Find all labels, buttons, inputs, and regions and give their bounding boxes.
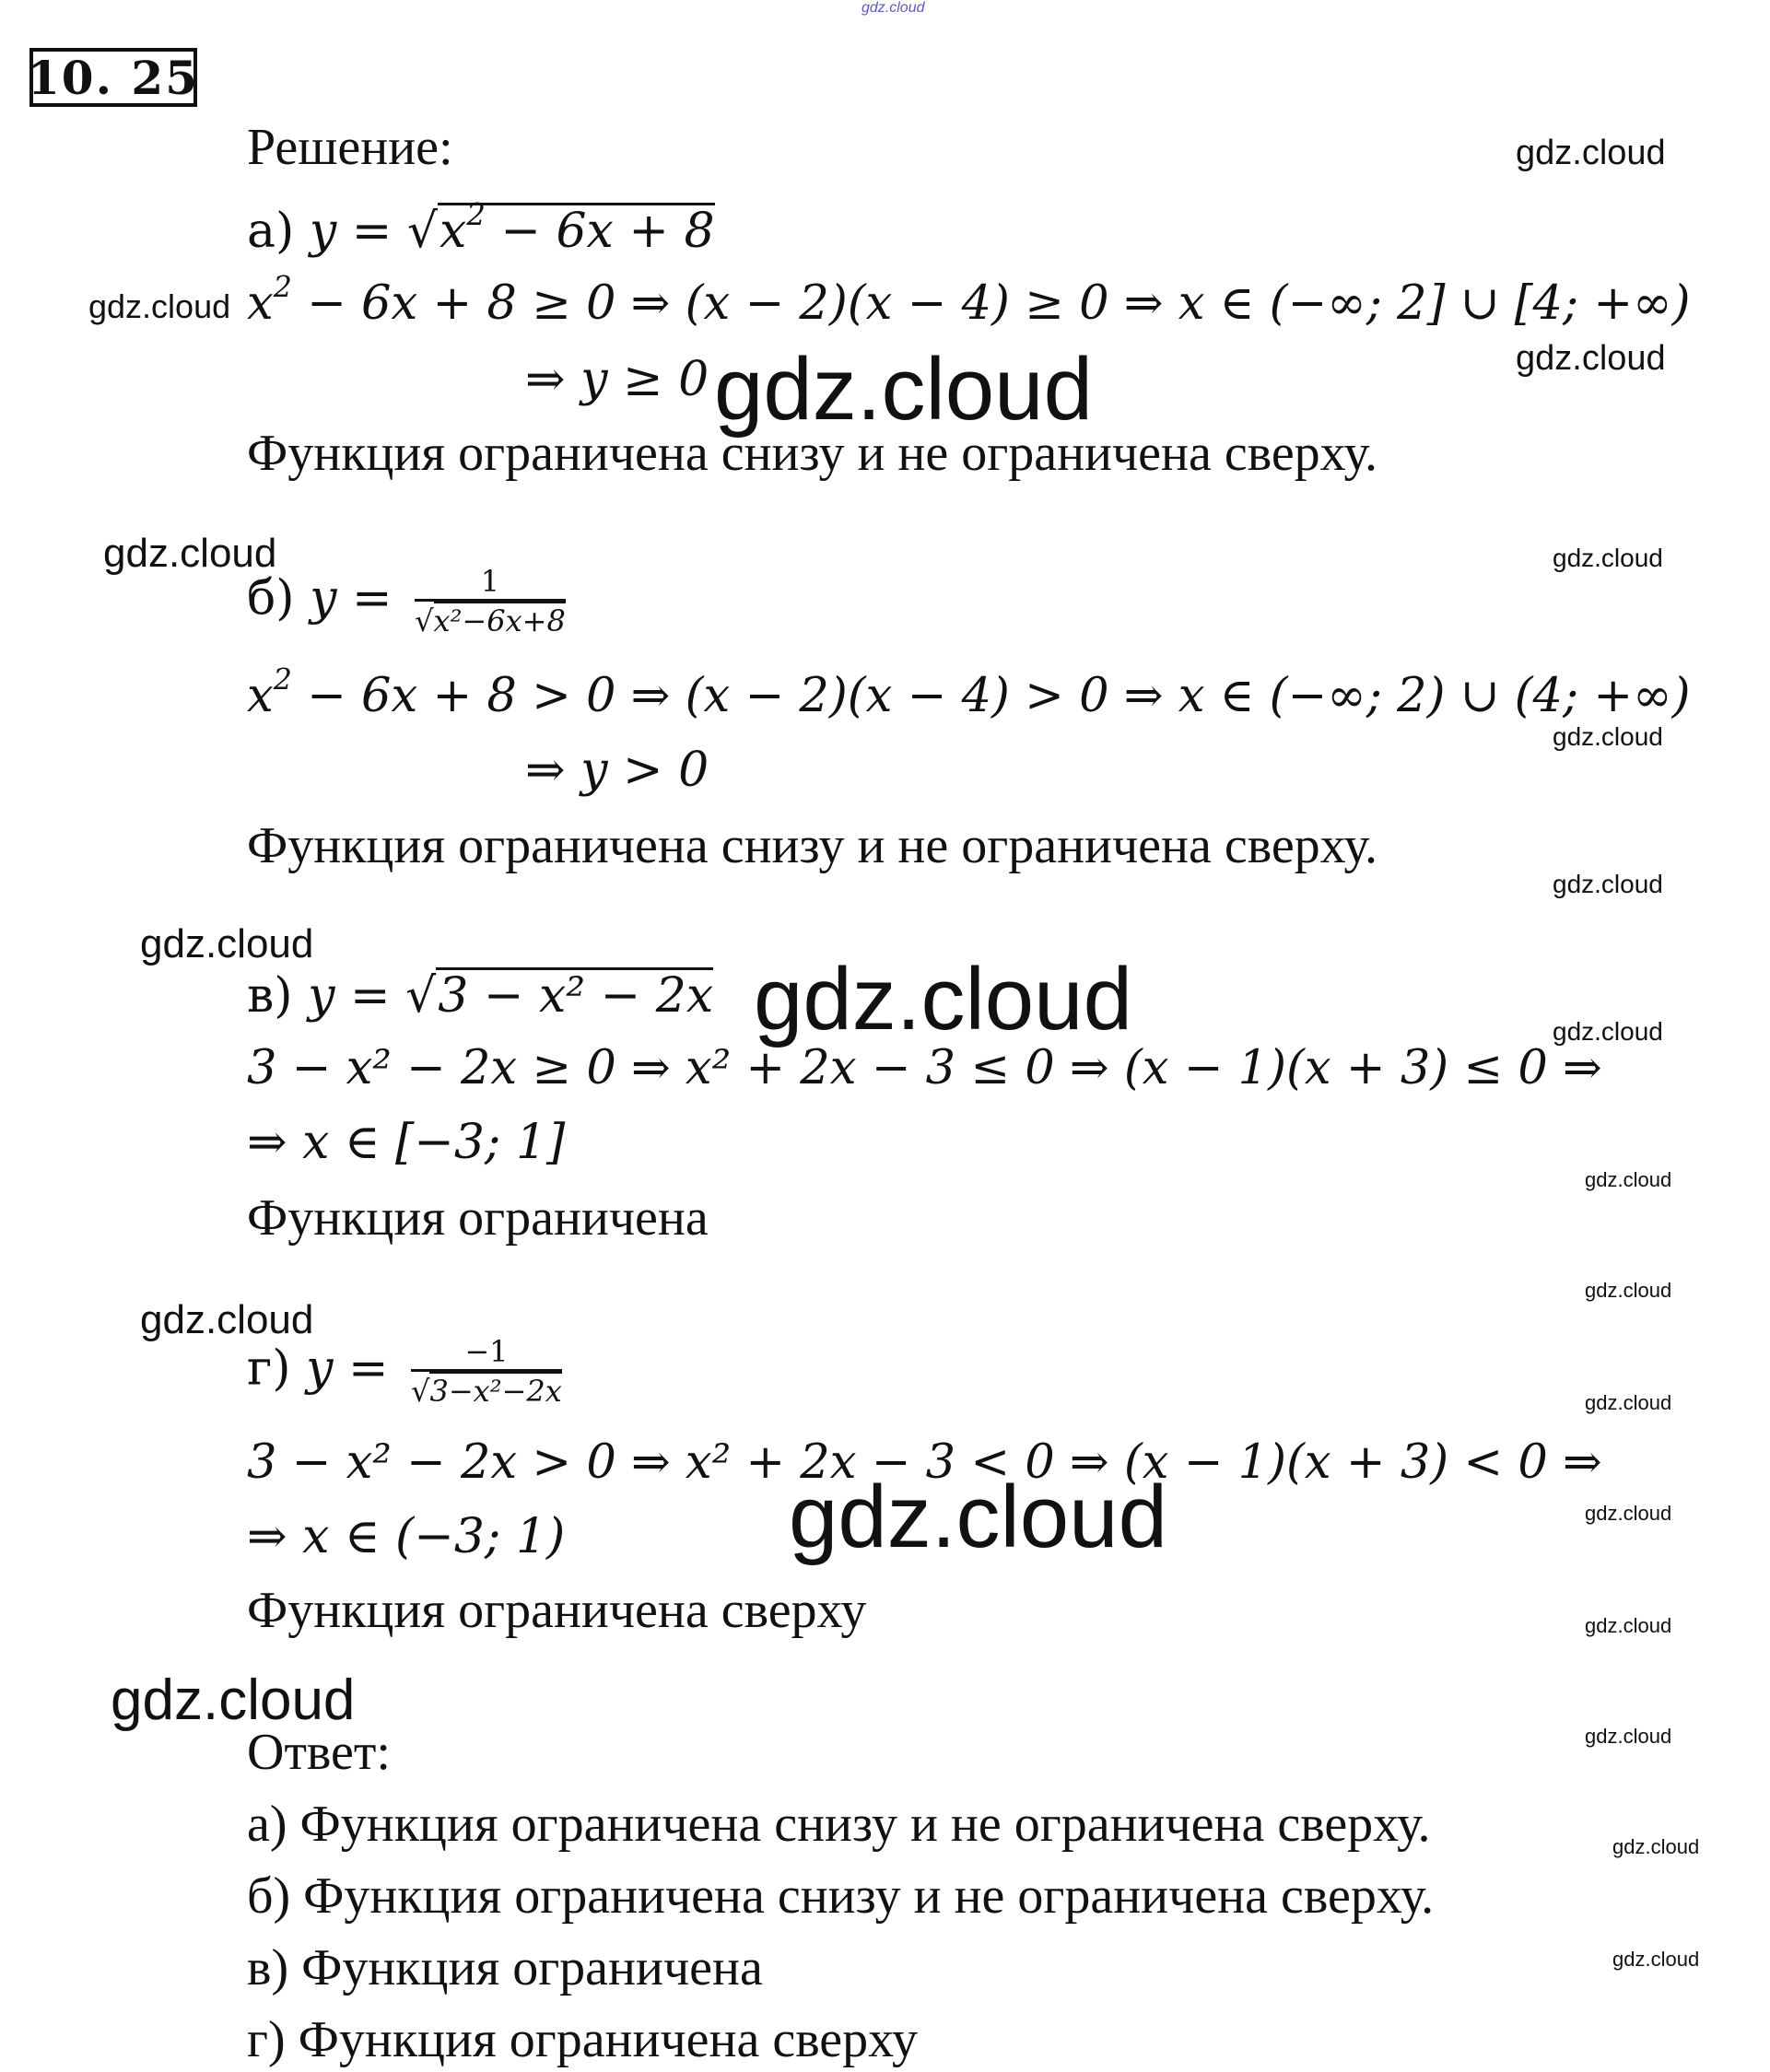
part-g-result: ⇒ x ∈ (−3; 1)	[247, 1509, 566, 1564]
answer-label: Ответ:	[247, 1724, 391, 1781]
part-g-function	[247, 1334, 562, 1410]
watermark: gdz.cloud	[1585, 1279, 1672, 1302]
part-b-label: б)	[247, 570, 295, 626]
part-b-result: ⇒ y > 0	[525, 743, 709, 798]
part-v-condition: 3 − x² − 2x ≥ 0 ⇒ x² + 2x − 3 ≤ 0 ⇒ (x − 1)(x + 3) ≤ 0 ⇒	[247, 1041, 1602, 1095]
part-g-numerator: −1	[464, 1334, 509, 1369]
part-a-conclusion: Функция ограничена снизу и не ограничена сверху.	[247, 425, 1377, 482]
answer-line: б) Функция ограничена снизу и не ограничена сверху.	[247, 1867, 1435, 1925]
watermark: gdz.cloud	[103, 531, 277, 576]
radical-sign-icon: √	[415, 603, 434, 639]
part-b-function	[247, 564, 566, 639]
part-v-function	[247, 967, 713, 1024]
watermark: gdz.cloud	[1612, 1948, 1700, 1971]
part-g-conclusion: Функция ограничена сверху	[247, 1582, 867, 1639]
radical-sign-icon: √	[406, 204, 438, 259]
problem-number: 10. 25	[29, 48, 197, 107]
watermark-top: gdz.cloud	[862, 0, 925, 16]
watermark: gdz.cloud	[140, 921, 314, 966]
part-g-condition: 3 − x² − 2x > 0 ⇒ x² + 2x − 3 < 0 ⇒ (x − 1)(x + 3) < 0 ⇒	[247, 1435, 1602, 1490]
part-b-denominator: √x²−6x+8	[415, 599, 566, 638]
part-v-label: в)	[247, 968, 293, 1024]
watermark: gdz.cloud	[1516, 134, 1666, 172]
part-b-condition: $x^2 - 6x + 8 > 0$ ⇒ (x − 2)(x − 4) > 0 ⇒ x ∈ (−∞; 2) ∪ (4; +∞)	[247, 663, 1691, 723]
part-g-fraction	[411, 1334, 562, 1410]
watermark: gdz.cloud	[1585, 1168, 1672, 1191]
part-a-condition: $x^2 - 6x + 8 \ge 0$ ⇒ (x − 2)(x − 4) ≥ 0 ⇒ x ∈ (−∞; 2] ∪ [4; +∞)	[247, 271, 1691, 331]
watermark: gdz.cloud	[1585, 1502, 1672, 1525]
part-g-label: г)	[247, 1340, 291, 1397]
answer-line: в) Функция ограничена	[247, 1939, 763, 1996]
watermark: gdz.cloud	[1585, 1391, 1672, 1414]
part-b-fraction	[415, 564, 566, 639]
watermark: gdz.cloud	[1553, 544, 1663, 572]
watermark-large: gdz.cloud	[754, 950, 1132, 1048]
watermark: gdz.cloud	[140, 1297, 314, 1342]
watermark: gdz.cloud	[1553, 722, 1663, 751]
part-a-radicand: $x^2 - 6x + 8$	[439, 196, 715, 259]
part-b-conclusion: Функция ограничена снизу и не ограничена сверху.	[247, 817, 1377, 874]
watermark: gdz.cloud	[1553, 1017, 1663, 1046]
watermark-large: gdz.cloud	[789, 1468, 1167, 1566]
watermark-large: gdz.cloud	[714, 340, 1093, 439]
watermark: gdz.cloud	[1585, 1614, 1672, 1637]
part-a-label: а)	[247, 204, 295, 259]
part-v-lhs: y =	[308, 968, 391, 1024]
answer-line: а) Функция ограничена снизу и не ограничена сверху.	[247, 1796, 1431, 1853]
part-v-result: ⇒ x ∈ [−3; 1]	[247, 1115, 566, 1170]
answer-line: г) Функция ограничена сверху	[247, 2011, 919, 2068]
part-a-lhs: y =	[309, 204, 393, 259]
part-v-radicand: 3 − x² − 2x	[438, 968, 714, 1024]
part-g-denominator: √3−x²−2x	[411, 1369, 562, 1409]
solution-label: Решение:	[247, 119, 453, 176]
part-g-lhs: y =	[306, 1340, 389, 1397]
watermark: gdz.cloud	[111, 1668, 356, 1732]
part-b-numerator: 1	[480, 564, 500, 599]
watermark: gdz.cloud	[1553, 870, 1663, 898]
radical-sign-icon: √	[411, 1374, 430, 1410]
part-v-conclusion: Функция ограничена	[247, 1189, 709, 1247]
part-a-result: ⇒ y ≥ 0	[525, 352, 709, 407]
part-b-lhs: y =	[310, 570, 393, 626]
watermark: gdz.cloud	[1612, 1835, 1700, 1858]
part-a-function	[247, 196, 715, 259]
watermark: gdz.cloud	[88, 287, 231, 325]
watermark: gdz.cloud	[1516, 339, 1666, 378]
radical-sign-icon: √	[405, 968, 437, 1024]
watermark: gdz.cloud	[1585, 1725, 1672, 1748]
